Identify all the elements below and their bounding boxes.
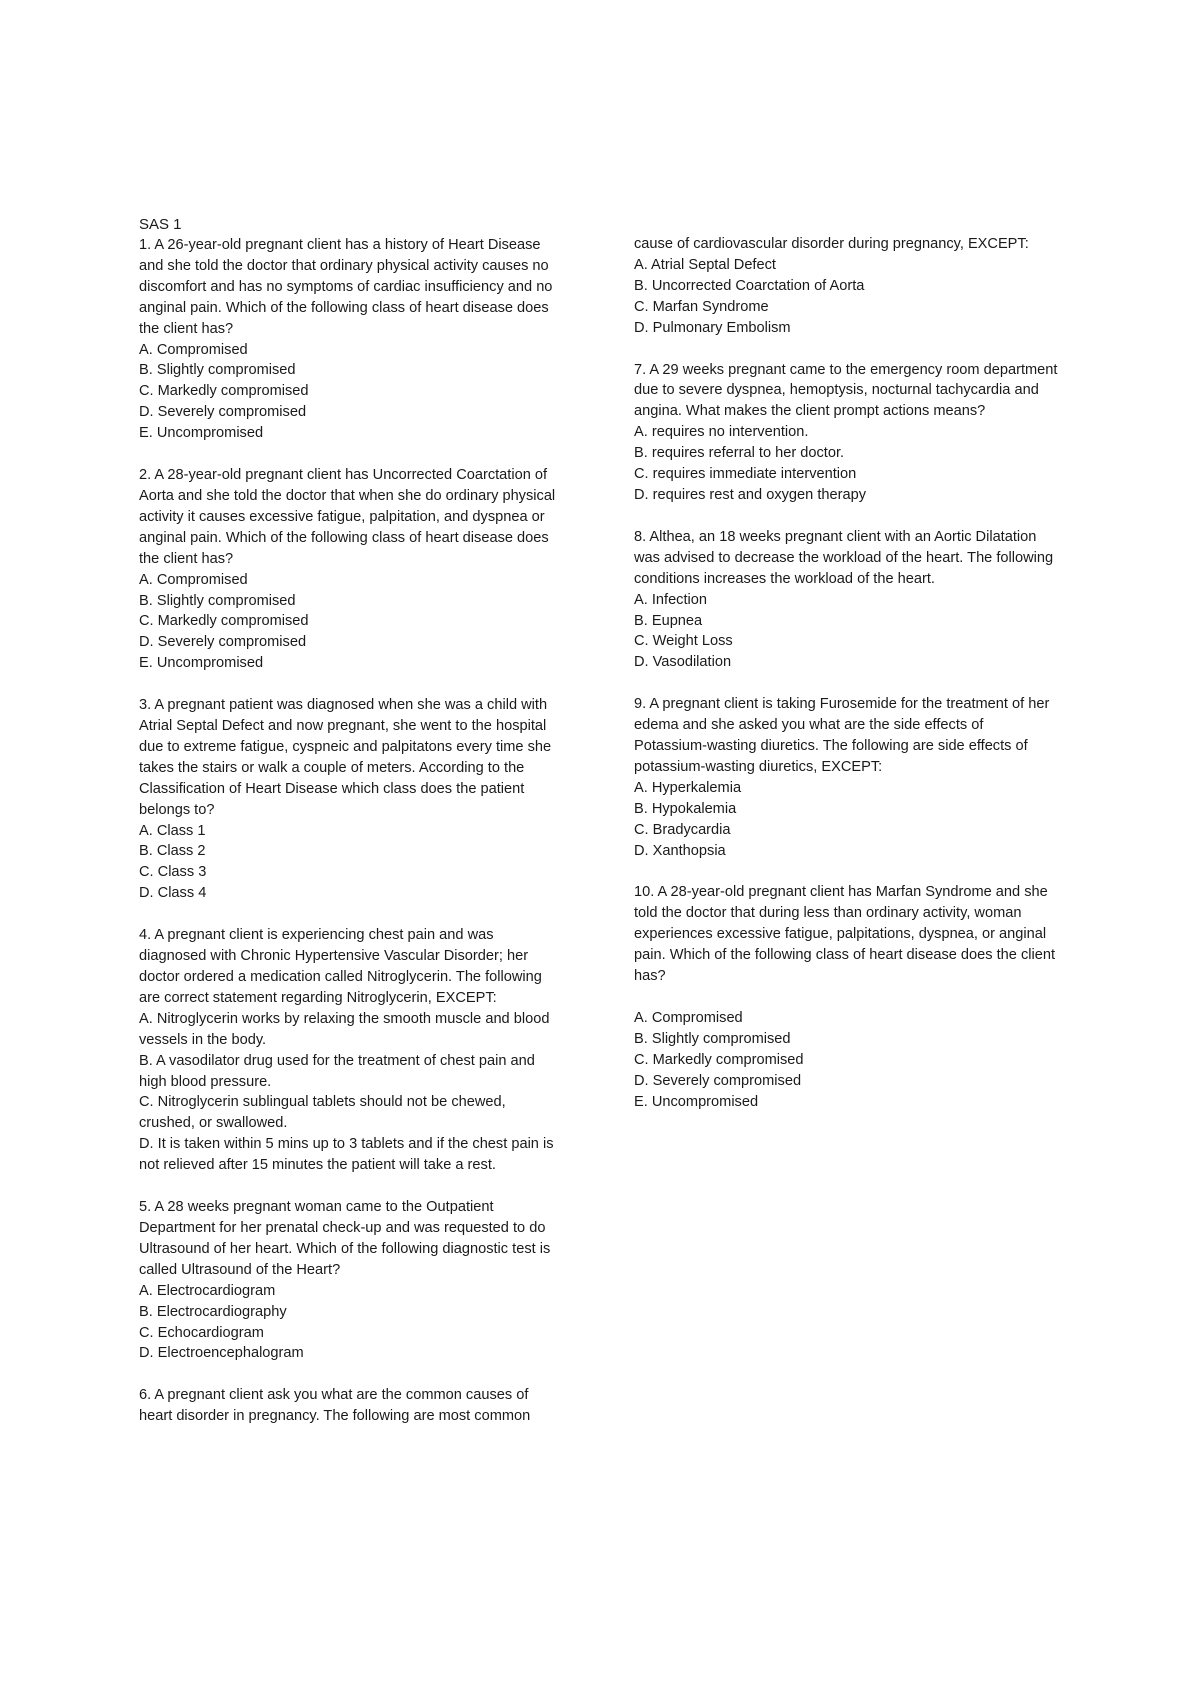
option: C. Markedly compromised [139,383,309,400]
option: A. Compromised [139,571,248,588]
question-10 [634,882,1059,1112]
option: A. Infection [634,591,708,608]
option: B. Class 2 [139,843,206,860]
option: E. Uncompromised [139,425,264,442]
option: E. Uncompromised [634,1093,759,1110]
option: E. Uncompromised [139,655,264,672]
question-3 [139,695,564,904]
option: B. Slightly compromised [139,592,296,609]
option: C. Nitroglycerin sublingual tablets should not be chewed, crushed, or swallowed. [139,1094,506,1132]
question-4 [139,925,564,1176]
option: C. Markedly compromised [634,1051,804,1068]
option: B. Hypokalemia [634,800,737,817]
question-text: 9. A pregnant client is taking Furosemide for the treatment of her edema and she asked you what are the side effects of Potassium-wasting diuretics. The following are side effects of potassium-wasting diuretics, EXCEPT: [634,696,1050,775]
question-5 [139,1197,564,1364]
left-column [139,214,564,1448]
question-9 [634,694,1059,861]
question-text: 8. Althea, an 18 weeks pregnant client with an Aortic Dilatation was advised to decrease the workload of the heart. The following conditions increases the workload of the heart. [634,528,1054,587]
option: B. A vasodilator drug used for the treatment of chest pain and high blood pressure. [139,1052,535,1090]
option: A. Compromised [634,1009,743,1026]
option: B. Electrocardiography [139,1303,287,1320]
option: A. Electrocardiogram [139,1282,276,1299]
question-text: 10. A 28-year-old pregnant client has Marfan Syndrome and she told the doctor that during less than ordinary activity, woman experiences excessive fatigue, palpitations, dyspnea, or anginal pain. Which of the following class of heart disease does the client has? [634,884,1056,985]
option: A. Hyperkalemia [634,779,742,796]
question-text: 2. A 28-year-old pregnant client has Uncorrected Coarctation of Aorta and she told the doctor that when she do ordinary physical activity it causes excessive fatigue, palpitation, and dyspnea or anginal pain. Which of the following class of heart disease does the client has? [139,467,556,567]
option: B. Slightly compromised [139,362,296,379]
option: C. Bradycardia [634,821,731,838]
option: C. requires immediate intervention [634,466,857,483]
option: D. It is taken within 5 mins up to 3 tablets and if the chest pain is not relieved after 15 minutes the patient will take a rest. [139,1136,554,1174]
option: D. Xanthopsia [634,842,726,859]
option: D. requires rest and oxygen therapy [634,486,867,503]
question-text-continued: cause of cardiovascular disorder during pregnancy, EXCEPT: [634,236,1029,252]
option: D. Electroencephalogram [139,1345,304,1362]
question-8 [634,527,1059,673]
question-2 [139,465,564,674]
option: B. Slightly compromised [634,1030,791,1047]
option: C. Markedly compromised [139,613,309,630]
question-text: 4. A pregnant client is experiencing chest pain and was diagnosed with Chronic Hypertensive Vascular Disorder; her doctor ordered a medication called Nitroglycerin. The following are correct statement regarding Nitroglycerin, EXCEPT: [139,927,542,1006]
question-text: 1. A 26-year-old pregnant client has a history of Heart Disease and she told the doctor that ordinary physical activity causes no discomfort and has no symptoms of cardiac insufficiency and no anginal pain. Which of the following class of heart disease does the client has? [139,237,553,337]
option: A. Class 1 [139,822,206,839]
option: B. Eupnea [634,612,703,629]
option: B. Uncorrected Coarctation of Aorta [634,277,865,294]
option: A. Atrial Septal Defect [634,256,776,273]
option: C. Weight Loss [634,633,733,650]
question-6-start [139,1385,564,1427]
question-text: 6. A pregnant client ask you what are the common causes of heart disorder in pregnancy. The following are most common [139,1387,531,1425]
option: D. Class 4 [139,885,207,902]
option: D. Severely compromised [139,634,307,651]
question-text: 5. A 28 weeks pregnant woman came to the Outpatient Department for her prenatal check-up and was requested to do Ultrasound of her heart. Which of the following diagnostic test is called Ultrasound of the Heart? [139,1199,551,1278]
right-column [634,234,1059,1133]
option: A. Nitroglycerin works by relaxing the smooth muscle and blood vessels in the body. [139,1010,550,1048]
option: C. Class 3 [139,864,207,881]
question-1 [139,235,564,444]
option: C. Echocardiogram [139,1324,264,1341]
option: D. Severely compromised [139,404,307,421]
option: C. Marfan Syndrome [634,298,769,315]
document-title: SAS 1 [139,216,182,233]
option: B. requires referral to her doctor. [634,445,845,462]
option: D. Vasodilation [634,654,732,671]
question-text: 7. A 29 weeks pregnant came to the emergency room department due to severe dyspnea, hemoptysis, nocturnal tachycardia and angina. What makes the client prompt actions means? [634,361,1058,420]
question-7 [634,360,1059,506]
option: A. Compromised [139,341,248,358]
option: A. requires no intervention. [634,424,809,441]
question-text: 3. A pregnant patient was diagnosed when she was a child with Atrial Septal Defect and now pregnant, she went to the hospital due to extreme fatigue, cyspneic and palpitatons every time she takes the stairs or walk a couple of meters. According to the Classification of Heart Disease which class does the patient belongs to? [139,697,552,818]
option: D. Severely compromised [634,1072,802,1089]
question-6-continued [634,234,1059,339]
option: D. Pulmonary Embolism [634,319,791,336]
